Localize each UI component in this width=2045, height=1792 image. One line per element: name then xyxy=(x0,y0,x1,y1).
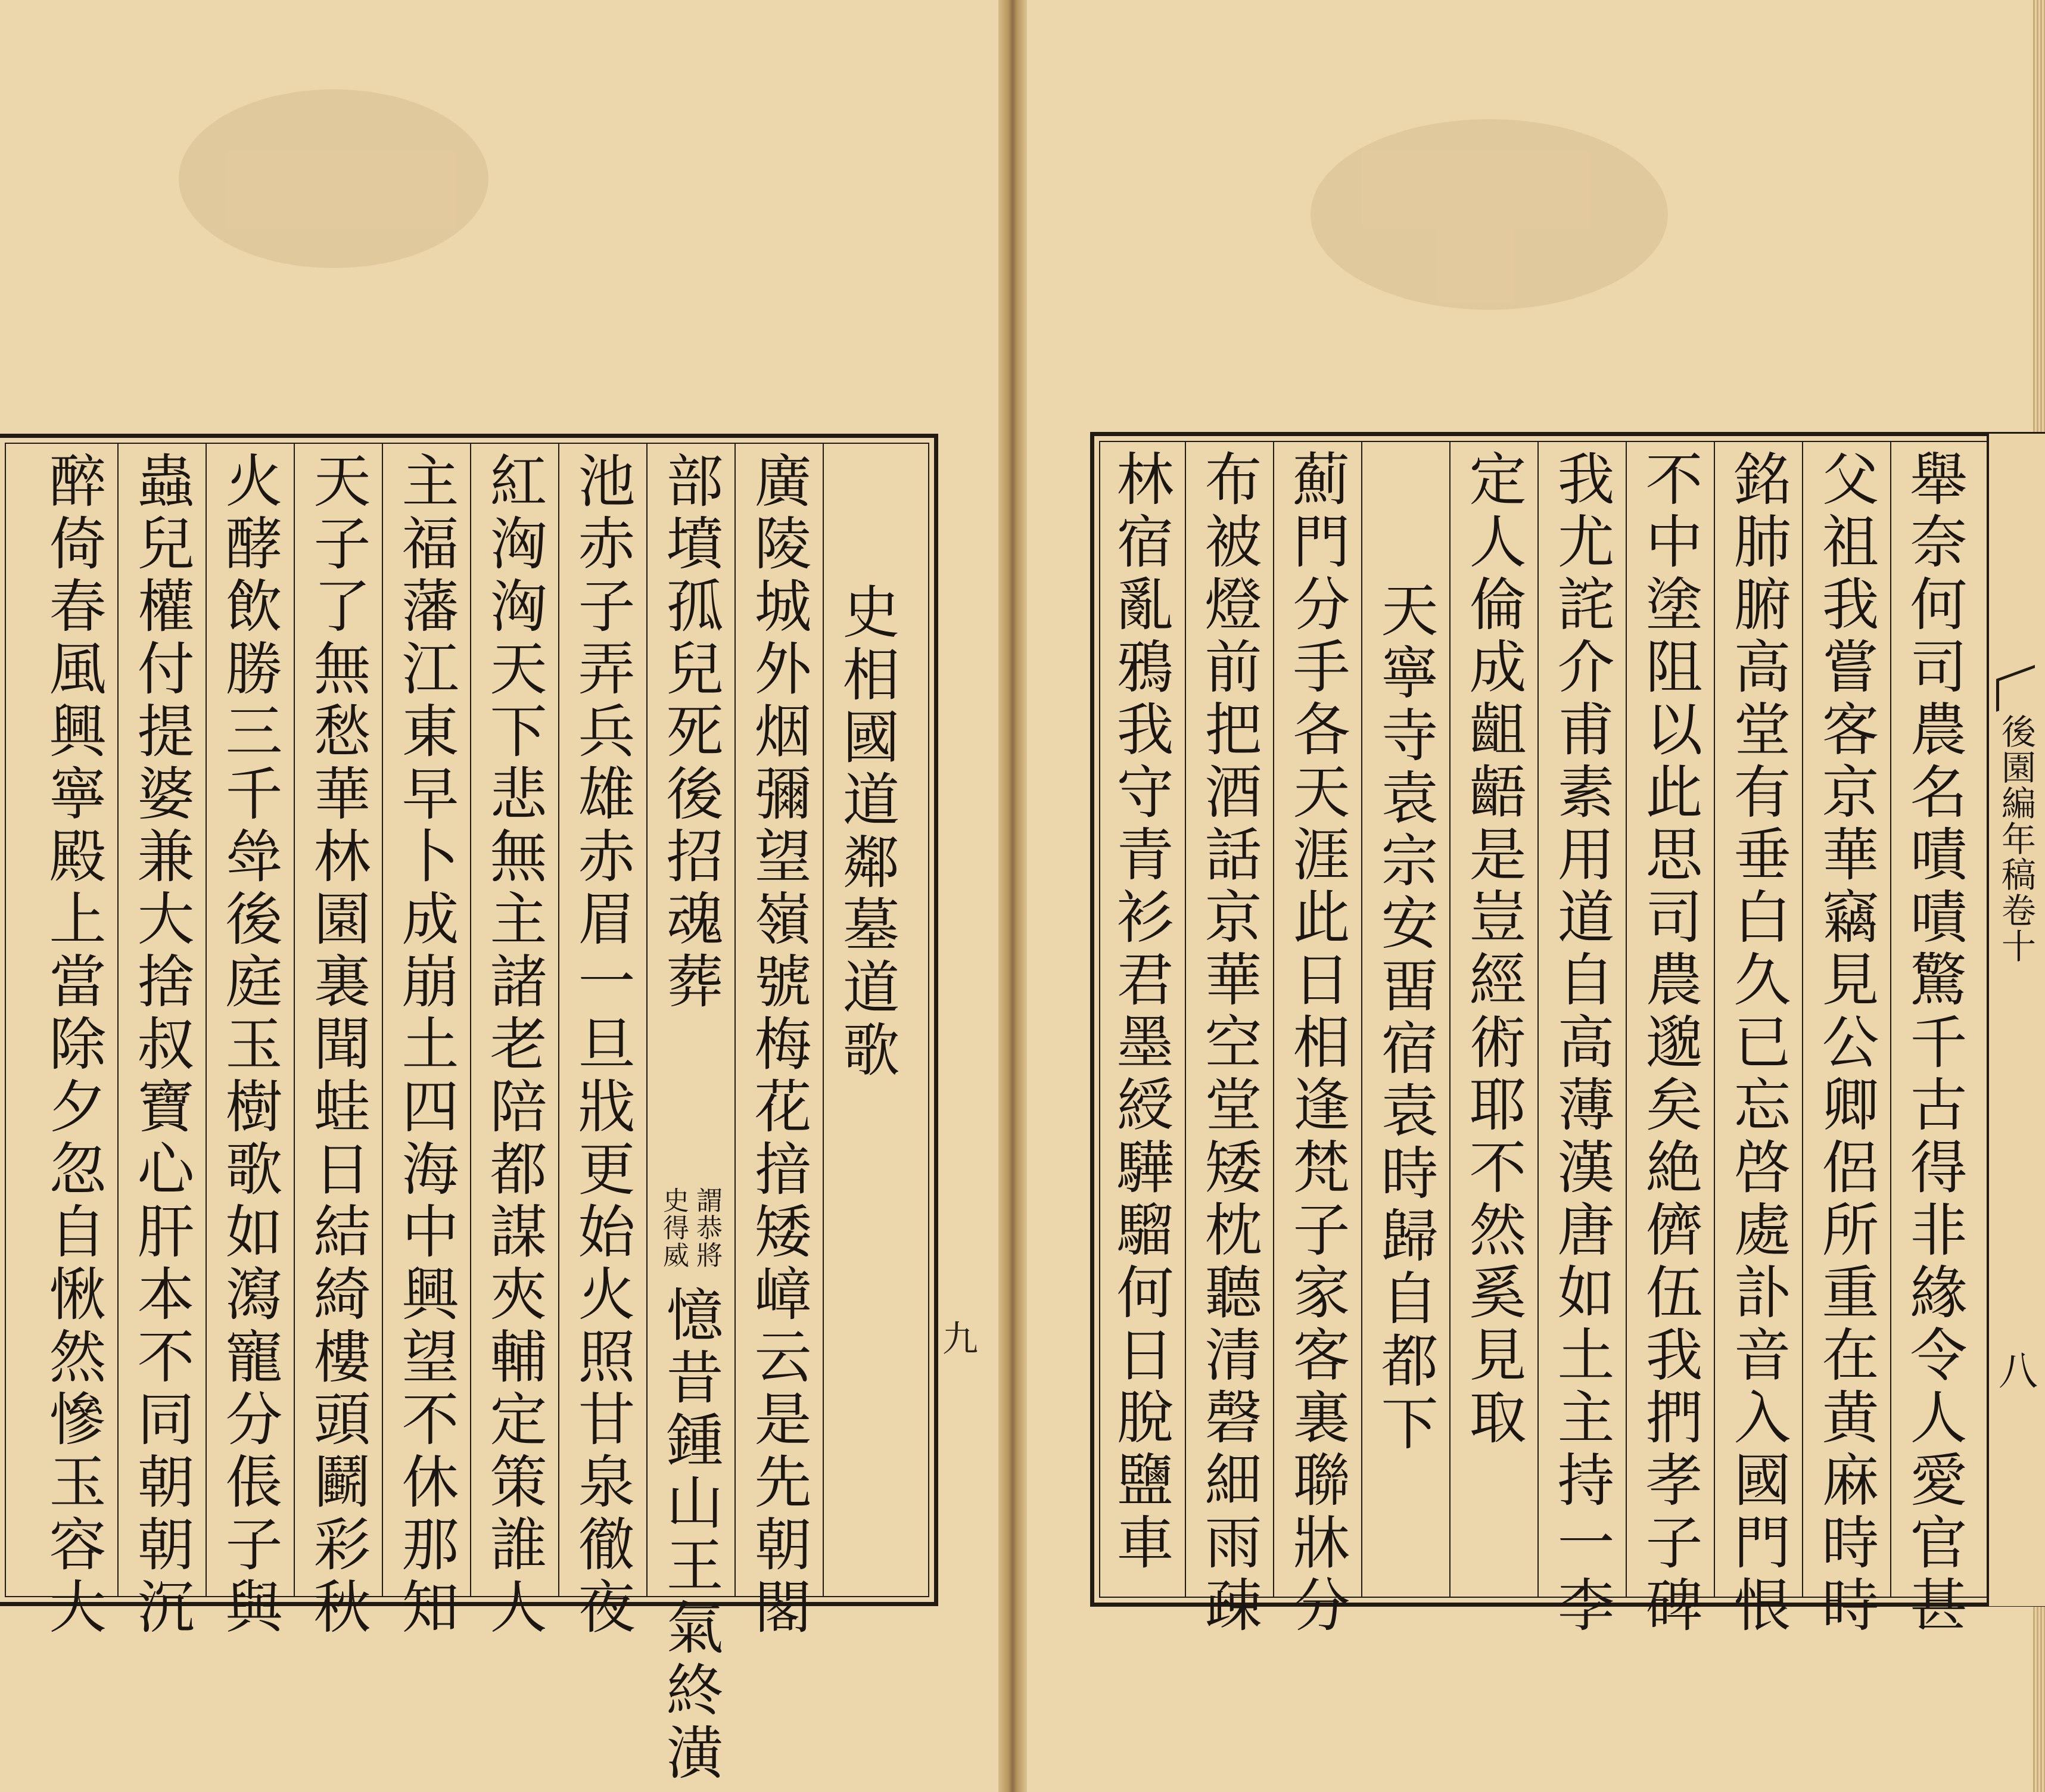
column-rule xyxy=(734,444,736,1596)
text-column xyxy=(1187,449,1271,1638)
column-rule xyxy=(206,444,207,1596)
column-text: 布被燈前把酒話京華空堂矮枕聽清磬細雨疎 xyxy=(1196,449,1262,1638)
column-rule xyxy=(470,444,471,1596)
column-rule xyxy=(1890,442,1891,1597)
column-text: 林宿亂鴉我守青衫君墨綬驊騮何日脫鹽車 xyxy=(1107,449,1174,1575)
column-text: 部墳孤兒死後招魂葬 xyxy=(657,451,724,1014)
column-rule xyxy=(1449,442,1451,1597)
column-rule xyxy=(1714,442,1715,1597)
text-column xyxy=(1804,449,1888,1638)
column-rule xyxy=(117,444,119,1596)
text-column xyxy=(1893,449,1976,1638)
column-rule xyxy=(294,444,295,1596)
column-text: 蟲兒權付提婆兼大捨叔寶心肝本不同朝朝沉 xyxy=(128,451,195,1639)
left-text-frame xyxy=(0,434,938,1785)
heading-text: 天寧寺袁宗安畱宿袁時歸自都下 xyxy=(1372,580,1439,1456)
text-column xyxy=(561,451,644,1639)
column-rule xyxy=(1626,442,1627,1597)
column-rule xyxy=(558,444,559,1596)
fold-strip xyxy=(1987,434,2045,1606)
column-rule xyxy=(382,444,383,1596)
heading-text: 史相國道鄰墓道歌 xyxy=(833,582,900,1082)
column-text: 醉倚春風興寧殿上當除夕忽自愀然慘玉容大 xyxy=(40,451,107,1639)
text-column xyxy=(649,451,732,1785)
column-text: 紅洶洶天下悲無主諸老陪都謀夾輔定策誰人 xyxy=(481,451,547,1639)
column-rule xyxy=(1185,442,1186,1597)
text-column xyxy=(1628,449,1711,1638)
text-column xyxy=(208,451,291,1639)
text-column xyxy=(1540,449,1623,1638)
fish-tail-ornament xyxy=(1996,665,2035,712)
column-text: 薊門分手各天涯此日相逢梵子家客裏聯牀分 xyxy=(1284,449,1350,1638)
column-text: 天子了無愁華林園裏聞蛙日結綺樓頭鬬彩秋 xyxy=(304,451,371,1639)
book-gutter xyxy=(998,0,1027,1792)
text-column xyxy=(120,451,203,1639)
text-column xyxy=(1716,449,1800,1638)
text-column xyxy=(1099,449,1182,1591)
column-rule xyxy=(823,444,824,1596)
column-text: 父祖我嘗客京華竊見公卿侶所重在黄麻時時 xyxy=(1813,449,1879,1638)
column-text: 我尤詫介甫素用道自高薄漢唐如土主持一李 xyxy=(1548,449,1615,1638)
column-text: 火酵飲勝三千斚後庭玉樹歌如瀉寵分倀子與 xyxy=(216,451,283,1639)
interlinear-note: 史得威 xyxy=(658,1187,689,1269)
column-rule xyxy=(1273,442,1274,1597)
column-text: 池赤子弄兵雄赤眉一旦戕更始火照甘泉徹夜 xyxy=(569,451,636,1639)
column-text: 舉奈何司農名嘖嘖驚千古得非緣令人愛官甚 xyxy=(1901,449,1968,1638)
column-heading xyxy=(1364,449,1447,1591)
column-rule xyxy=(1537,442,1539,1597)
column-text: 銘肺腑高堂有垂白久已忘啓處訃音入國門恨 xyxy=(1725,449,1791,1638)
text-column xyxy=(737,451,820,1639)
text-column xyxy=(32,451,115,1639)
text-column xyxy=(296,451,379,1639)
column-text: 不中塗阻以此思司農邈矣絶儕伍我捫孝子碑 xyxy=(1636,449,1703,1638)
column-text: 定人倫成齟齬是豈經術耶不然奚見取 xyxy=(1460,449,1527,1450)
text-column xyxy=(472,451,556,1639)
column-rule xyxy=(646,444,648,1596)
page-number: 八 xyxy=(1999,1348,2038,1394)
text-column xyxy=(1275,449,1359,1638)
left-page xyxy=(0,0,1013,1792)
column-rule xyxy=(1802,442,1803,1597)
left-margin-note: 九 xyxy=(942,1318,978,1360)
fold-title: 後園編年稿卷十 xyxy=(1996,714,2036,964)
column-text: 主福藩江東早卜成崩土四海中興望不休那知 xyxy=(393,451,459,1639)
column-heading xyxy=(825,451,908,1590)
text-column xyxy=(384,451,468,1639)
column-text: 憶昔鍾山王氣終潢 xyxy=(657,1285,724,1785)
text-column xyxy=(1452,449,1535,1591)
interlinear-note: 謂恭將 xyxy=(692,1187,722,1269)
right-text-frame xyxy=(1090,432,2045,1638)
column-text: 廣陵城外烟彌望嶺號梅花揞矮嶂云是先朝閣 xyxy=(745,451,812,1639)
column-rule xyxy=(1361,442,1362,1597)
